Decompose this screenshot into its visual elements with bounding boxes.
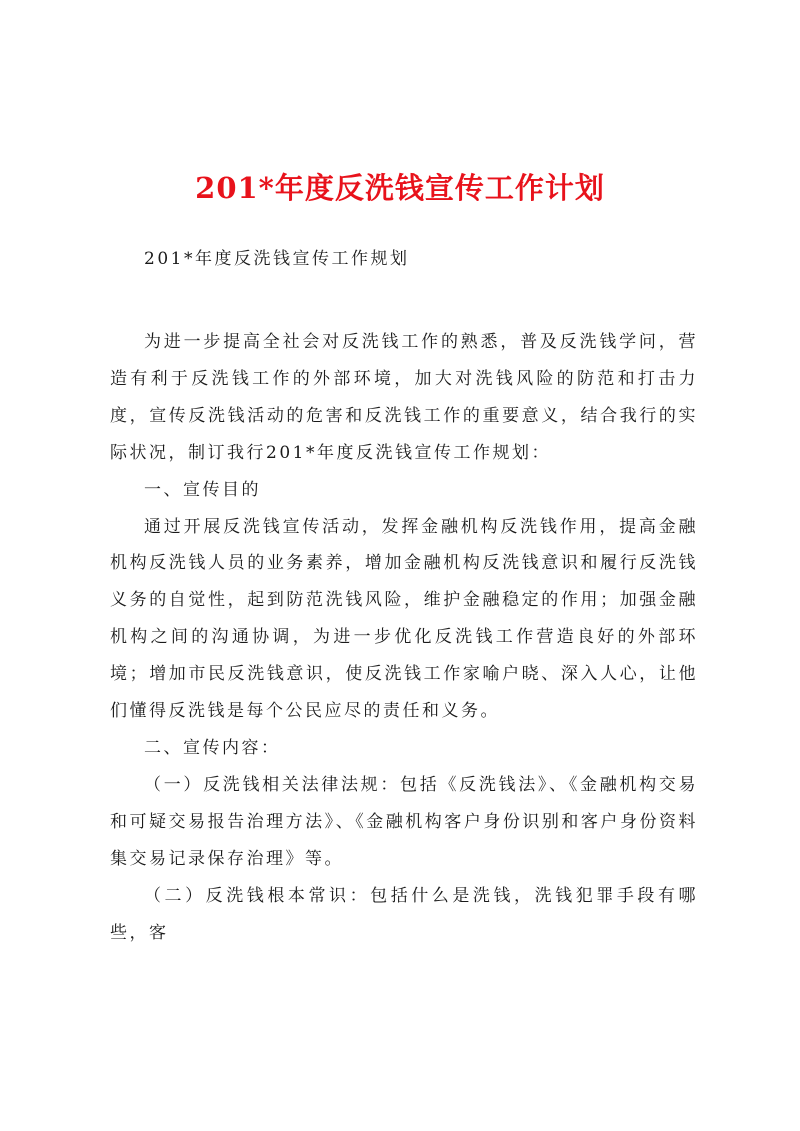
content-item-laws: （一）反洗钱相关法律法规：包括《反洗钱法》、《金融机构交易和可疑交易报告治理方法》、《金融机构客户身份识别和客户身份资料集交易记录保存治理》等。 — [110, 774, 698, 869]
document-title: 201*年度反洗钱宣传工作计划 — [195, 171, 605, 205]
document-body — [110, 324, 698, 951]
document-subtitle: 201*年度反洗钱宣传工作规划 — [144, 249, 410, 269]
intro-paragraph: 为进一步提高全社会对反洗钱工作的熟悉，普及反洗钱学问，营造有利于反洗钱工作的外部环境，加大对洗钱风险的防范和打击力度，宣传反洗钱活动的危害和反洗钱工作的重要意义，结合我行的实际状况，制订我行201*年度反洗钱宣传工作规划： — [110, 332, 698, 463]
purpose-paragraph: 通过开展反洗钱宣传活动，发挥金融机构反洗钱作用，提高金融机构反洗钱人员的业务素养，增加金融机构反洗钱意识和履行反洗钱义务的自觉性，起到防范洗钱风险，维护金融稳定的作用；加强金融机构之间的沟通协调，为进一步优化反洗钱工作营造良好的外部环境；增加市民反洗钱意识，使反洗钱工作家喻户晓、深入人心，让他们懂得反洗钱是每个公民应尽的责任和义务。 — [110, 516, 698, 722]
content-item-basics: （二）反洗钱根本常识：包括什么是洗钱，洗钱犯罪手段有哪些，客 — [110, 885, 698, 943]
section-heading-purpose: 一、宣传目的 — [144, 479, 261, 500]
section-heading-content: 二、宣传内容： — [144, 737, 281, 758]
